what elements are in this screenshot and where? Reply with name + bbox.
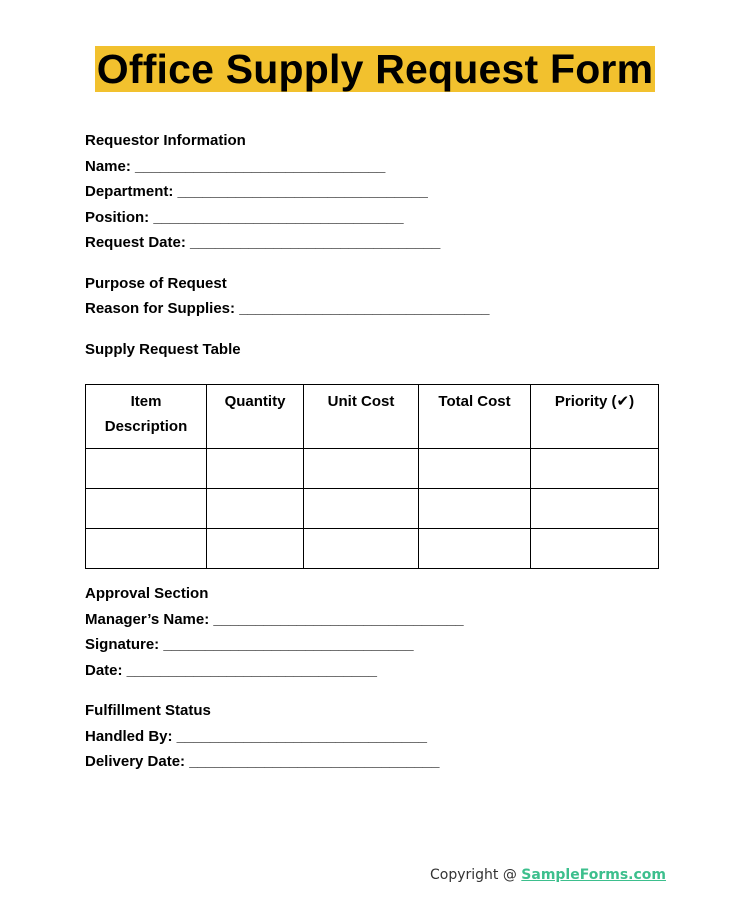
table-cell[interactable] [419,449,531,489]
fulfillment-heading: Fulfillment Status [85,702,211,719]
handled-by-field[interactable]: Handled By: ______________________________ [85,727,427,745]
table-cell[interactable] [207,529,304,569]
approval-date-field[interactable]: Date: ______________________________ [85,661,377,679]
purpose-heading: Purpose of Request [85,274,227,292]
table-header-row [86,385,659,449]
approval-heading: Approval Section [85,585,209,602]
header-unit-cost: Unit Cost [304,385,419,449]
header-quantity: Quantity [207,385,304,449]
table-cell[interactable] [304,449,419,489]
table-cell[interactable] [86,449,207,489]
table-cell[interactable] [531,489,659,529]
manager-name-field[interactable]: Manager’s Name: ______________________________ [85,610,464,628]
table-cell[interactable] [86,489,207,529]
department-field[interactable]: Department: ______________________________ [85,183,428,200]
table-cell[interactable] [207,449,304,489]
table-row [86,529,659,569]
table-cell[interactable] [304,489,419,529]
name-field[interactable]: Name: ______________________________ [85,157,386,175]
reason-field[interactable]: Reason for Supplies: ______________________________ [85,300,490,317]
table-cell[interactable] [531,529,659,569]
table-cell[interactable] [207,489,304,529]
form-title: Office Supply Request Form [96,46,654,92]
header-total-cost: Total Cost [419,385,531,449]
supply-request-table [85,384,659,569]
signature-field[interactable]: Signature: ______________________________ [85,636,414,653]
title-container [0,46,750,92]
table-cell[interactable] [531,449,659,489]
table-cell[interactable] [419,529,531,569]
table-cell[interactable] [304,529,419,569]
copyright-text: Copyright @ [429,867,522,883]
form-body [85,128,660,775]
position-field[interactable]: Position: ______________________________ [85,208,404,226]
requestor-heading: Requestor Information [85,132,246,149]
header-item-description: Item Description [86,385,207,449]
sampleforms-link[interactable]: SampleForms.com [521,867,666,883]
table-cell[interactable] [419,489,531,529]
table-cell[interactable] [86,529,207,569]
table-row [86,449,659,489]
request-date-field[interactable]: Request Date: ______________________________ [85,234,441,251]
table-row [86,489,659,529]
supply-table-heading: Supply Request Table [85,340,241,358]
delivery-date-field[interactable]: Delivery Date: ______________________________ [85,753,440,770]
copyright-footer [430,867,666,883]
header-priority: Priority (✔) [531,385,659,449]
